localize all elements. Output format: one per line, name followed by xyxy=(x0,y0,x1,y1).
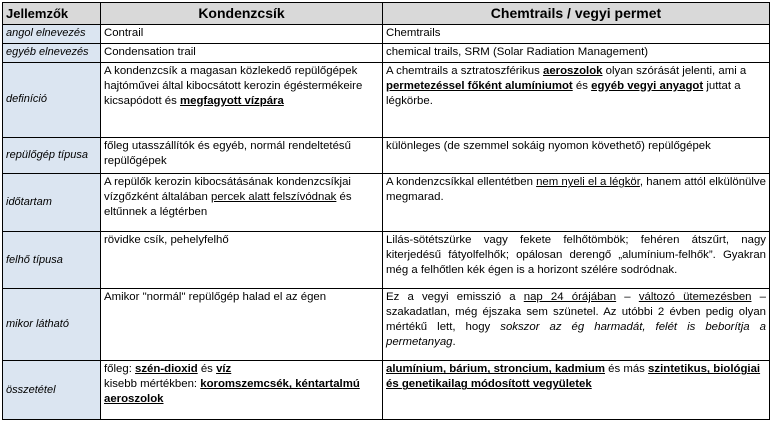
row-label: időtartam xyxy=(3,174,101,231)
comparison-table xyxy=(2,2,770,420)
kondenzcsik-cell xyxy=(101,231,383,288)
text-run: chemical trails, SRM (Solar Radiation Management) xyxy=(386,45,649,58)
text-run: főleg utasszállítók és egyéb, normál rendeltetésű repülőgépek xyxy=(104,139,351,167)
kondenzcsik-cell xyxy=(101,43,383,62)
text-run: különleges (de szemmel sokáig nyomon követhető) repülőgépek xyxy=(386,139,711,152)
row-label: összetétel xyxy=(3,361,101,420)
table-row xyxy=(3,25,770,44)
table-body xyxy=(3,25,770,420)
text-run: megfagyott vízpára xyxy=(179,94,284,107)
text-run: Ez a vegyi emisszió a xyxy=(386,291,524,304)
text-run: egyéb vegyi anyagot xyxy=(591,79,704,92)
table-row xyxy=(3,62,770,137)
text-run: percek alatt felszívódnak xyxy=(211,191,337,204)
text-run: A repülők kerozin kibocsátásának kondenzcsíkjai vízgőzként általában xyxy=(104,176,351,204)
row-label: felhő típusa xyxy=(3,231,101,288)
chemtrails-cell xyxy=(383,231,770,288)
table-row xyxy=(3,174,770,231)
text-run: A kondenzcsíkkal ellentétben xyxy=(386,176,537,189)
header-features: Jellemzők xyxy=(3,3,101,25)
header-chemtrails: Chemtrails / vegyi permet xyxy=(383,3,770,25)
row-label: angol elnevezés xyxy=(3,25,101,44)
text-run: sokszor az ég harmadát, felét is beborítja a permetanyag xyxy=(386,321,766,349)
text-run: víz xyxy=(216,363,232,376)
text-run: változó ütemezésben xyxy=(638,291,752,304)
text-run: alumínium, bárium, stroncium, kadmium xyxy=(386,363,605,376)
text-run: permetezéssel főként alumíniumot xyxy=(386,79,573,92)
table-row xyxy=(3,361,770,420)
text-run: Condensation trail xyxy=(104,45,196,58)
text-run: aeroszolok xyxy=(543,64,603,77)
text-run: juttat a légkörbe. xyxy=(386,79,741,107)
kondenzcsik-cell xyxy=(101,289,383,361)
header-kondenzcsik: Kondenzcsík xyxy=(101,3,383,25)
row-label: definíció xyxy=(3,62,101,137)
text-run: Chemtrails xyxy=(386,27,441,39)
text-run: A chemtrails a sztratoszférikus xyxy=(386,64,543,77)
row-label: repülőgép típusa xyxy=(3,137,101,174)
text-run: és xyxy=(197,363,217,376)
table-row xyxy=(3,43,770,62)
kondenzcsik-cell xyxy=(101,62,383,137)
text-run: . xyxy=(452,336,456,349)
header-row xyxy=(3,3,770,25)
text-run: – xyxy=(616,291,639,304)
text-run: A kondenzcsík a magasan közlekedő repülőgépek hajtóművei által kibocsátott kerozin égéstermékeire kicsapódott és xyxy=(104,64,363,107)
text-run: Lilás-sötétszürke vagy fekete felhőtömbök; fehéren átszűrt, nagy kiterjedésű fátyolfelhők; opálosan derengő „alumínium-felhők”. Gyakran még a felhőtlen kék égen is a horizont szélére sodródnak. xyxy=(386,233,766,276)
text-run: Contrail xyxy=(104,27,144,39)
chemtrails-cell xyxy=(383,361,770,420)
chemtrails-cell xyxy=(383,25,770,44)
kondenzcsik-cell xyxy=(101,361,383,420)
table-row xyxy=(3,231,770,288)
chemtrails-cell xyxy=(383,43,770,62)
text-run: – szakadatlan, még éjszaka sem szünetel. Az utóbbi 2 évben pedig olyan mértékű lett, hogy xyxy=(386,291,767,334)
kondenzcsik-cell xyxy=(101,174,383,231)
text-run: Amikor "normál" repülőgép halad el az égen xyxy=(104,291,327,304)
text-run: és xyxy=(572,79,592,92)
table-row xyxy=(3,137,770,174)
text-run: főleg: xyxy=(104,363,136,376)
chemtrails-cell xyxy=(383,174,770,231)
kondenzcsik-cell xyxy=(101,25,383,44)
row-label: egyéb elnevezés xyxy=(3,43,101,62)
chemtrails-cell xyxy=(383,137,770,174)
text-run: nap 24 órájában xyxy=(523,291,617,304)
text-run: szén-dioxid xyxy=(135,363,198,376)
text-run: nem nyeli el a légkör xyxy=(536,176,640,189)
text-run: kisebb mértékben: xyxy=(104,378,201,391)
chemtrails-cell xyxy=(383,62,770,137)
kondenzcsik-cell xyxy=(101,137,383,174)
text-run: és eltűnnek a légtérben xyxy=(104,191,352,219)
table-row xyxy=(3,289,770,361)
text-run: rövidke csík, pehelyfelhő xyxy=(104,233,229,246)
text-run: és más xyxy=(605,363,649,376)
text-run: olyan szórását jelenti, ami a xyxy=(602,64,747,77)
row-label: mikor látható xyxy=(3,289,101,361)
text-run: szintetikus, biológiai és genetikailag módosított vegyületek xyxy=(386,363,761,391)
text-run: koromszemcsék, kéntartalmú aeroszolok xyxy=(104,378,360,406)
text-run: , hanem attól elkülönülve megmarad. xyxy=(386,176,766,204)
chemtrails-cell xyxy=(383,289,770,361)
